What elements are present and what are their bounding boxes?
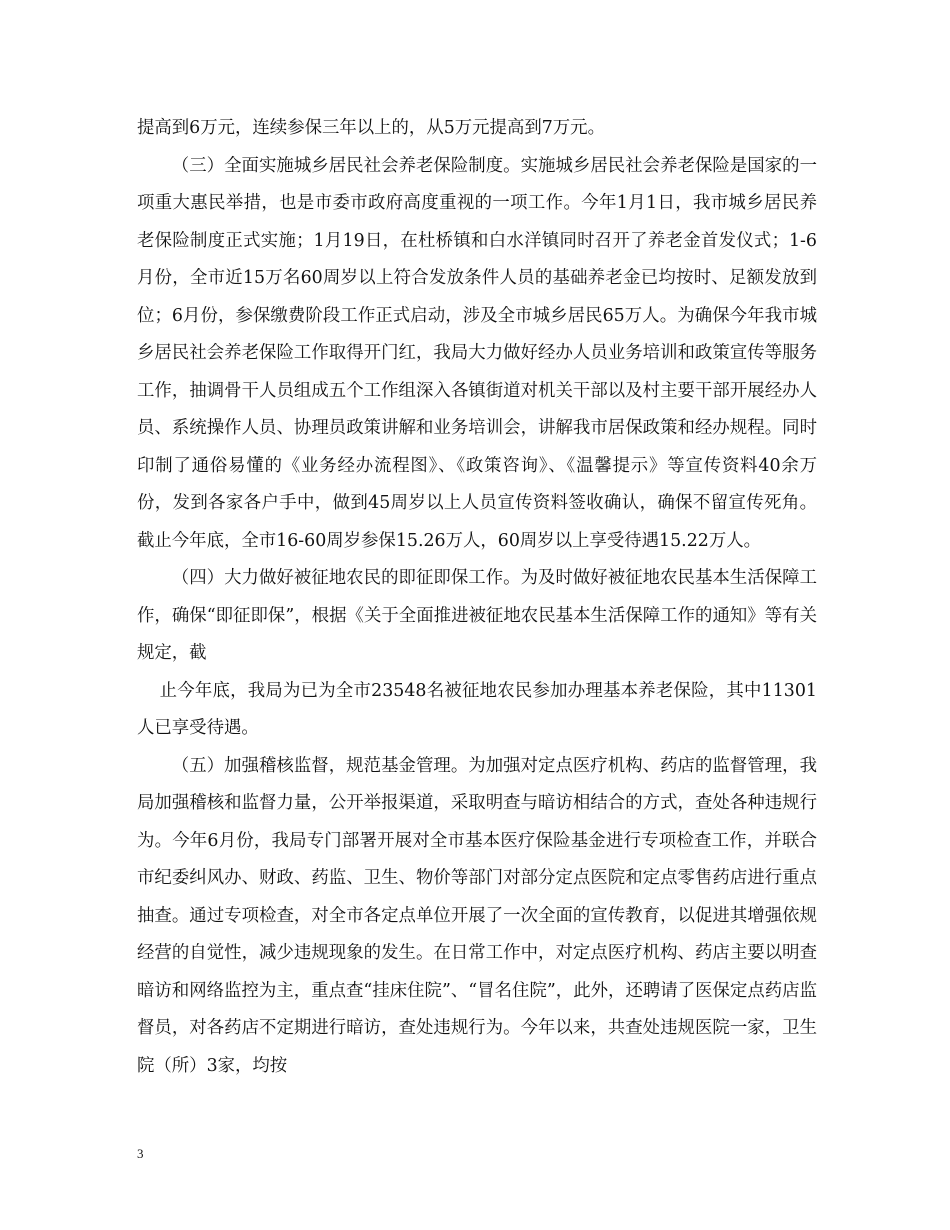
- paragraph-section-four: （四）大力做好被征地农民的即征即保工作。为及时做好被征地农民基本生活保障工作，确保“即征即保”，根据《关于全面推进被征地农民基本生活保障工作的通知》等有关规定，截: [137, 568, 817, 663]
- paragraph-section-three: （三）全面实施城乡居民社会养老保险制度。实施城乡居民社会养老保险是国家的一项重大惠民举措，也是市委市政府高度重视的一项工作。今年1月1日，我市城乡居民养老保险制度正式实施；1月19日，在杜桥镇和白水洋镇同时召开了养老金首发仪式；1-6月份，全市近15万名60周岁以上符合发放条件人员的基础养老金已均按时、足额发放到位；6月份，参保缴费阶段工作正式启动，涉及全市城乡居民65万人。为确保今年我市城乡居民社会养老保险工作取得开门红，我局大力做好经办人员业务培训和政策宣传等服务工作，抽调骨干人员组成五个工作组深入各镇街道对机关干部以及村主要干部开展经办人员、系统操作人员、协理员政策讲解和业务培训会，讲解我市居保政策和经办规程。同时印制了通俗易懂的《业务经办流程图》、《政策咨询》、《温馨提示》等宣传资料40余万份，发到各家各户手中，做到45周岁以上人员宣传资料签收确认，确保不留宣传死角。截止今年底，全市16-60周岁参保15.26万人，60周岁以上享受待遇15.22万人。: [137, 155, 817, 551]
- paragraph-section-five: （五）加强稽核监督，规范基金管理。为加强对定点医疗机构、药店的监督管理，我局加强稽核和监督力量，公开举报渠道，采取明查与暗访相结合的方式，查处各种违规行为。今年6月份，我局专门部署开展对全市基本医疗保险基金进行专项检查工作，并联合市纪委纠风办、财政、药监、卫生、物价等部门对部分定点医院和定点零售药店进行重点抽查。通过专项检查，对全市各定点单位开展了一次全面的宣传教育，以促进其增强依规经营的自觉性，减少违规现象的发生。在日常工作中，对定点医疗机构、药店主要以明查暗访和网络监控为主，重点查“挂床住院”、“冒名住院”，此外，还聘请了医保定点药店监督员，对各药店不定期进行暗访，查处违规行为。今年以来，共查处违规医院一家，卫生院（所）3家，均按: [137, 755, 817, 1076]
- paragraph-continued-text: 提高到6万元，连续参保三年以上的，从5万元提高到7万元。: [137, 118, 605, 138]
- paragraph-section-four-continued: 止今年底，我局为已为全市23548名被征地农民参加办理基本养老保险，其中11301人已享受待遇。: [137, 680, 817, 738]
- document-body: [137, 110, 817, 1085]
- page-number: 3: [137, 1146, 144, 1161]
